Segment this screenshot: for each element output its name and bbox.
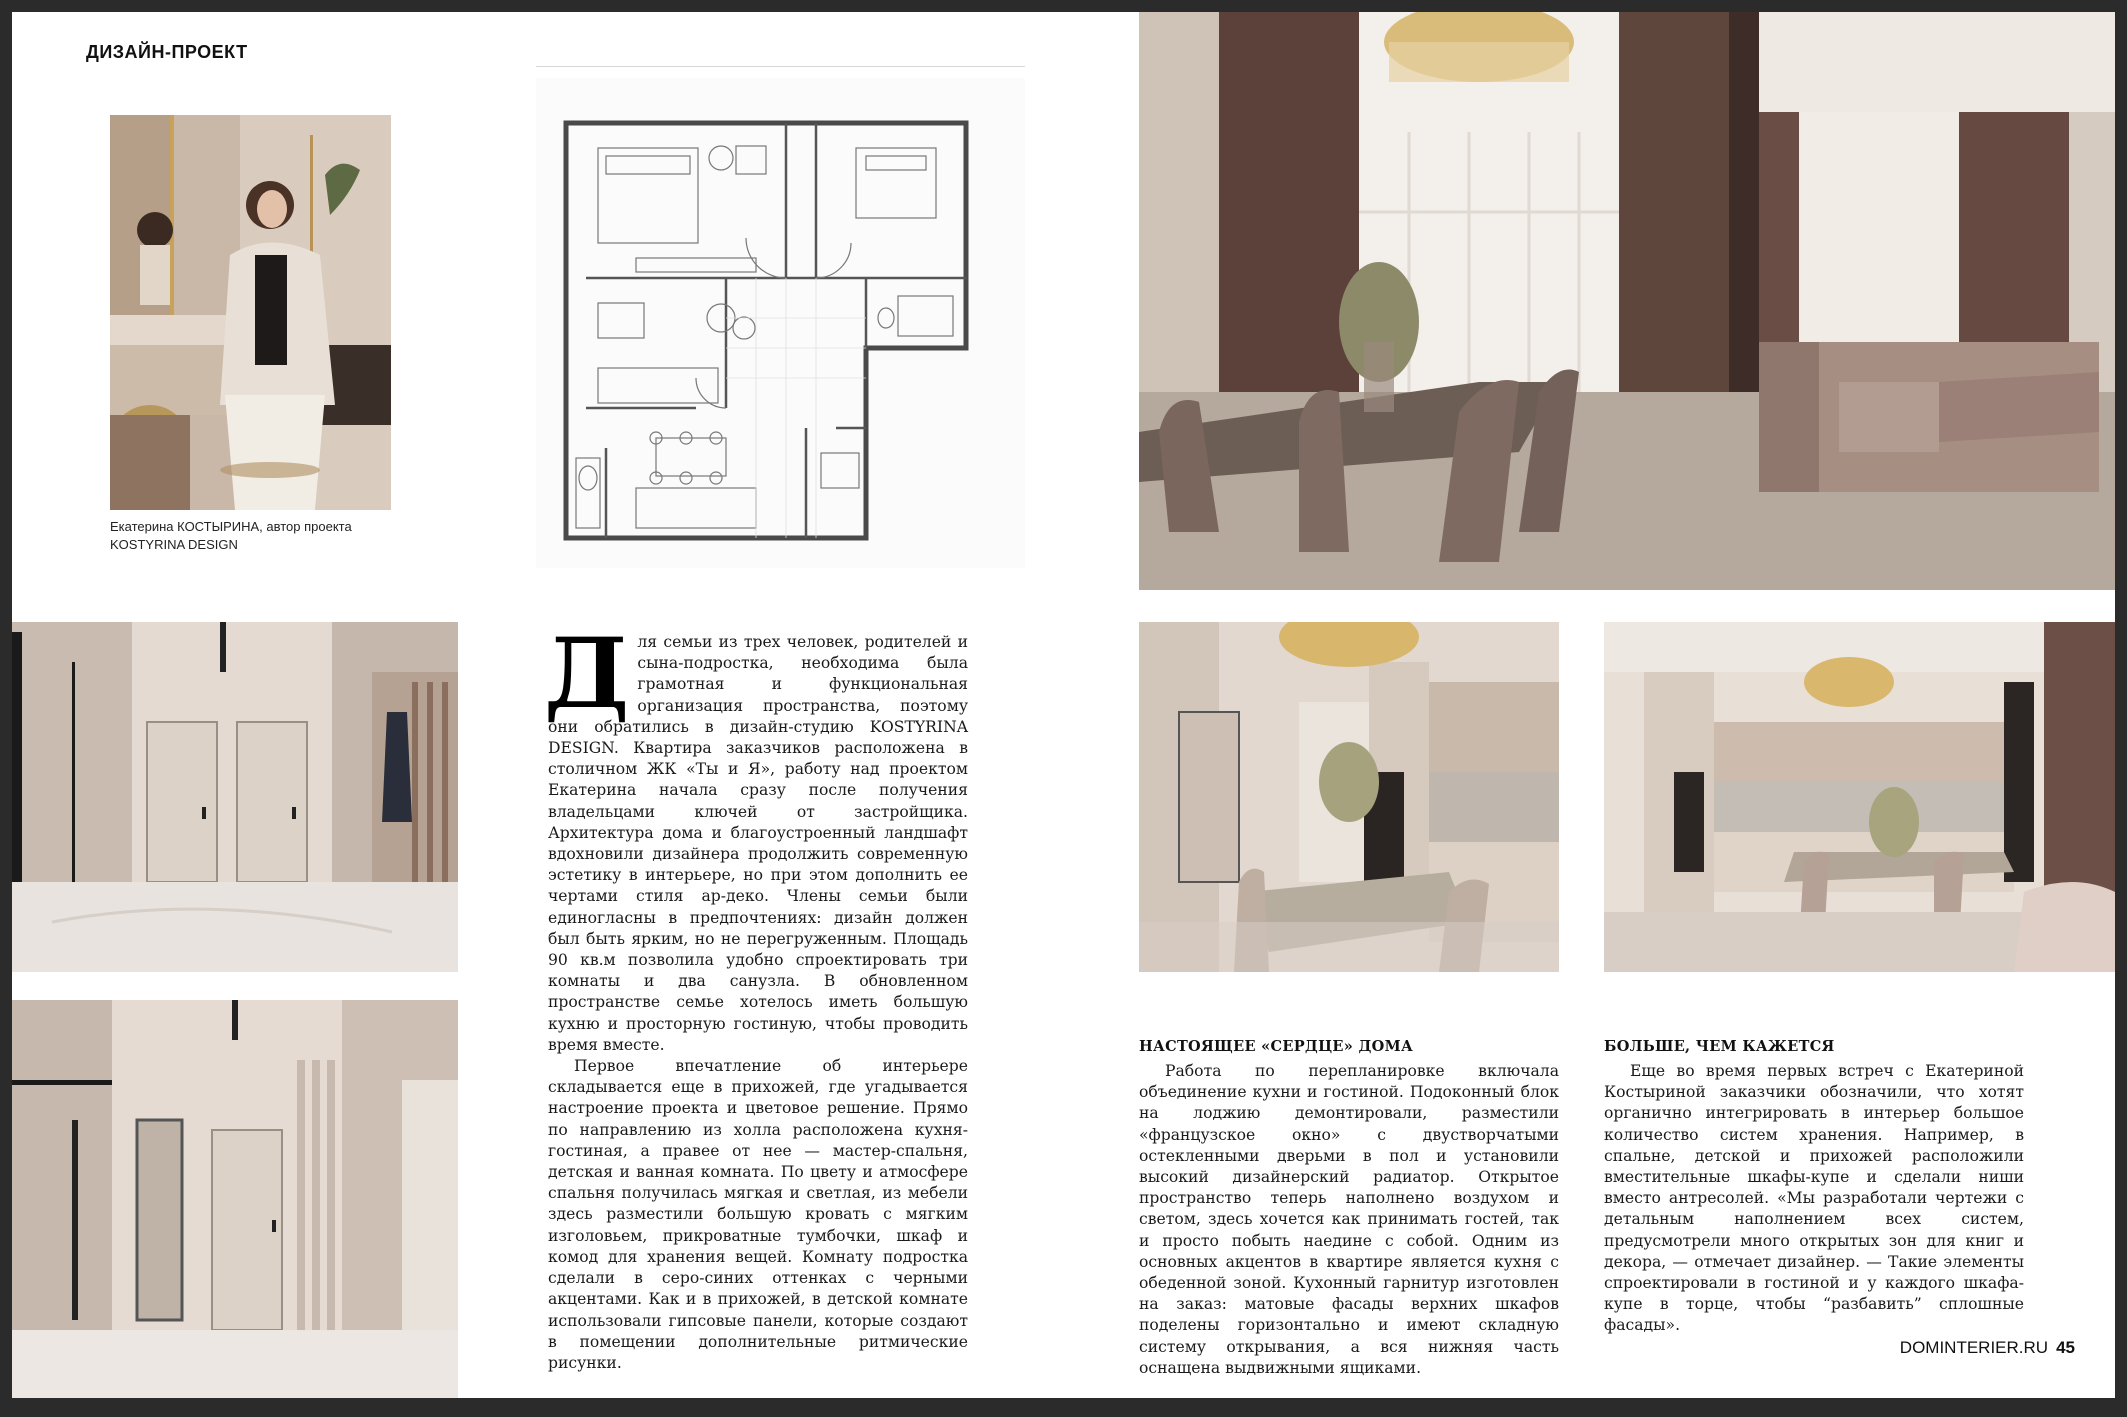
main-article-column (544, 617, 968, 1374)
caption-line-1: Екатерина КОСТЫРИНА, автор проекта (110, 519, 352, 534)
hallway-photo-1 (12, 622, 458, 972)
kitchen-photo-1 (1139, 622, 1559, 972)
bigger-section-body (1604, 1061, 2024, 1337)
magazine-spread (12, 12, 2115, 1398)
living-room-photo (1139, 12, 2115, 590)
page-footer (1900, 1338, 2075, 1358)
footer-site: DOMINTERIER.RU (1899, 1338, 2049, 1357)
heart-section-text: Работа по перепланировке включала объединение кухни и гостиной. Подоконный блок на лоджию демонтировали, разместили «французское окно» с двустворчатыми остекленными дверьми в пол и установили высокий дизайнерский радиатор. Открытое пространство теперь наполнено воздухом и светом, здесь хочется как принимать гостей, так и просто побыть наедине с собой. Одним из основных акцентов в квартире является кухня с обеденной зоной. Кухонный гарнитур изготовлен на заказ: матовые фасады верхних шкафов поделены горизонтально и имеют складную систему открывания, а вся нижняя часть оснащена выдвижными ящиками. (1139, 1062, 1559, 1377)
caption-line-2: KOSTYRINA DESIGN (110, 537, 238, 552)
floor-plan-drawing (536, 78, 1025, 568)
main-article-paragraph-1 (544, 617, 968, 1056)
designer-portrait-photo (110, 115, 391, 510)
designer-caption (110, 518, 410, 554)
dropcap: Д (544, 617, 630, 730)
main-article-text-1: ля семьи из трех человек, родителей и сына-подростка, необходима была грамотная и функциональная организация пространства, поэтому они обратились в дизайн-студию KOSTYRINA DESIGN. Квартира заказчиков расположена в столичном ЖК «Ты и Я», работу над проектом Екатерина начала сразу после получения владельцами ключей от застройщика. Архитектура дома и благоустроенный ландшафт вдохновили дизайнера продолжить современную эстетику в интерьере, но при этом дополнить ее чертами стиля ар-деко. Члены семьи были единогласны в предпочтениях: дизайн должен был быть ярким, но не перегруженным. Площадь 90 кв.м позволила удобно спроектировать три комнаты и два санузла. В обновленном пространстве семье хотелось иметь большую кухню и просторную гостиную, чтобы проводить время вместе. (548, 633, 968, 1054)
heart-section-heading: НАСТОЯЩЕЕ «СЕРДЦЕ» ДОМА (1139, 1038, 1414, 1055)
hallway-photo-2 (12, 1000, 458, 1398)
bigger-section-text: Еще во время первых встреч с Екатериной Костыриной заказчики обозначили, что хотят органично интегрировать в интерьер большое количество систем хранения. Например, в спальне, детской и прихожей расположили вместительные шкафы-купе и сделали ниши вместо антресолей. «Мы разработали чертежи с детальным наполнением всех систем, предусмотрели много открытых зон для книг и декора, — отмечает дизайнер. — Такие элементы спроектировали в гостиной и у каждого шкафа-купе в торце, чтобы “разбавить” сплошные фасады». (1604, 1062, 2024, 1335)
bigger-section-heading: БОЛЬШЕ, ЧЕМ КАЖЕТСЯ (1604, 1038, 1835, 1055)
page-number: 45 (2056, 1338, 2075, 1357)
section-label: ДИЗАЙН-ПРОЕКТ (86, 42, 248, 62)
main-article-paragraph-2: Первое впечатление об интерьере складывается еще в прихожей, где угадывается настроение проекта и цветовое решение. Прямо по направлению из холла расположена кухня-гостиная, а правее от нее — мастер-спальня, детская и ванная комната. По цвету и атмосфере спальня получилась мягкая и светлая, из мебели здесь разместили большую кровать с мягким изголовьем, прикроватные тумбочки, шкаф и комод для хранения вещей. Комнату подростка сделали в серо-синих оттенках с черными акцентами. Как и в прихожей, в детской комнате использовали гипсовые панели, которые создают в помещении дополнительные ритмические рисунки. (548, 1057, 968, 1372)
plan-divider (536, 66, 1025, 67)
kitchen-photo-2 (1604, 622, 2115, 972)
heart-section-body (1139, 1061, 1559, 1379)
